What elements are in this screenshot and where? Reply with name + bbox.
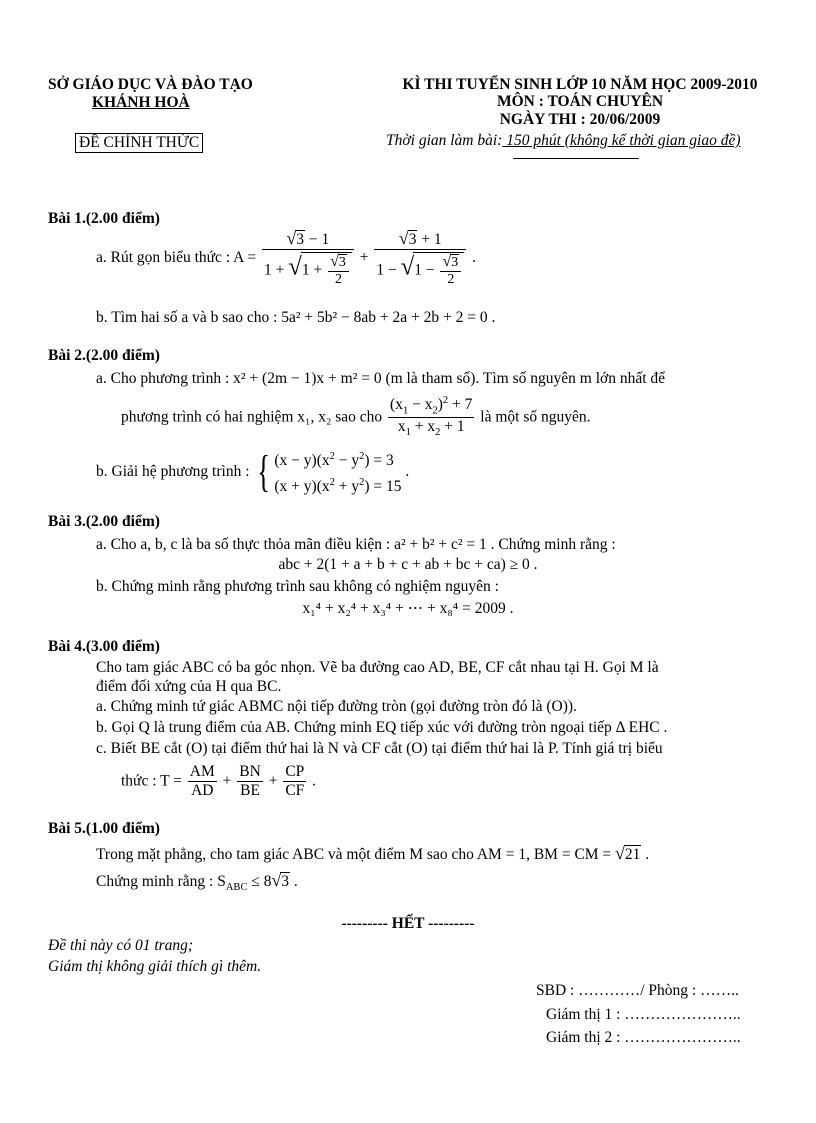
footer-note-2: Giám thị không giải thích gì thêm. xyxy=(48,958,262,975)
bai3-a-formula: abc + 2(1 + a + b + c + ab + bc + ca) ≥ 0 . xyxy=(278,556,538,573)
bai5-line2: Chứng minh rằng : $S_{ABC} \le 8√3$ . xyxy=(96,870,298,894)
bai4-a: a. Chứng minh tứ giác ABMC nội tiếp đường tròn (gọi đường tròn đó là (O)). xyxy=(96,698,577,715)
bai2-a-frac: $\frac{(x_1 - x_2)^2 + 7}{x_1 + x_2 + 1}$ xyxy=(390,395,473,439)
exam-date: NGÀY THI : 20/06/2009 xyxy=(499,111,661,128)
bai3-b: b. Chứng minh rằng phương trình sau không có nghiệm nguyên : xyxy=(96,578,499,595)
duration-prefix: Thời gian làm bài: xyxy=(386,132,503,149)
bai2-a-line2 xyxy=(121,395,591,440)
bai4-c-label: thức : T = xyxy=(121,772,182,790)
exam-title: KÌ THI TUYỂN SINH LỚP 10 NĂM HỌC 2009-2010 xyxy=(402,76,758,93)
bai2-a-line2-post: là một số nguyên. xyxy=(480,408,591,426)
bai5-line1-text: Trong mặt phẳng, cho tam giác ABC và một điểm M sao cho AM = 1, BM = CM = xyxy=(96,846,616,863)
bai1-a: a. Rút gọn biểu thức : A = √3 − 1 1 + √1 + $\frac{√3}{2}$ + √3 + 1 1 − √1 − $\frac{√3}{2}$ . xyxy=(96,228,476,288)
duration-value: 150 phút (không kể thời gian giao đề) xyxy=(502,132,741,149)
bai2-a-line2-pre: phương trình có hai nghiệm x₁, x₂ sao cho xyxy=(121,408,383,426)
bai1-b: b. Tìm hai số a và b sao cho : 5a² + 5b² − 8ab + 2a + 2b + 2 = 0 . xyxy=(96,309,496,326)
bai2-title: Bài 2.(2.00 điểm) xyxy=(48,347,160,364)
bai1-title: Bài 1.(2.00 điểm) xyxy=(48,210,160,227)
dept-name: SỞ GIÁO DỤC VÀ ĐÀO TẠO xyxy=(48,76,253,93)
bai5-line2-post: ≤ 8 xyxy=(247,873,272,890)
footer-note-1: Đề thi này có 01 trang; xyxy=(48,937,194,954)
bai4-c: c. Biết BE cắt (O) tại điểm thứ hai là N và CF cắt (O) tại điểm thứ hai là P. Tính giá trị biểu xyxy=(96,740,663,757)
bai4-b: b. Gọi Q là trung điểm của AB. Chứng minh EQ tiếp xúc với đường tròn ngoại tiếp Δ EHC . xyxy=(96,719,668,736)
bai5-line2-pre: Chứng minh rằng : S xyxy=(96,873,226,890)
bai4-title: Bài 4.(3.00 điểm) xyxy=(48,638,160,655)
bai2-b-label: b. Giải hệ phương trình : xyxy=(96,463,250,481)
official-stamp: ĐỀ CHÍNH THỨC xyxy=(75,133,203,153)
bai5-line1: Trong mặt phẳng, cho tam giác ABC và một điểm M sao cho AM = 1, BM = CM = √21 . xyxy=(96,843,650,863)
bai4-intro2: điểm đối xứng của H qua BC. xyxy=(96,678,282,695)
bai1-a-frac2: √3 + 1 1 − √1 − $\frac{√3}{2}$ xyxy=(374,228,466,288)
exam-duration xyxy=(386,132,741,150)
province-name: KHÁNH HOÀ xyxy=(92,94,190,111)
bai5-title: Bài 5.(1.00 điểm) xyxy=(48,820,160,837)
bai3-a: a. Cho a, b, c là ba số thực thỏa mãn điều kiện : a² + b² + c² = 1 . Chứng minh rằng : xyxy=(96,536,616,553)
bai2-b-system: $(x - y)(x^2 - y^2) = 3$ $(x + y)(x^2 + y^2) = 15$ xyxy=(274,451,402,496)
bai3-title: Bài 3.(2.00 điểm) xyxy=(48,513,160,530)
proctor-1-line: Giám thị 1 : ………………….. xyxy=(546,1006,741,1023)
exam-subject: MÔN : TOÁN CHUYÊN xyxy=(496,93,664,110)
sbd-line: SBD : …………/ Phòng : …….. xyxy=(536,982,739,999)
bai1-a-label: a. Rút gọn biểu thức : A = xyxy=(96,249,257,267)
end-marker: --------- HẾT --------- xyxy=(341,915,475,932)
bai4-intro1: Cho tam giác ABC có ba góc nhọn. Vẽ ba đường cao AD, BE, CF cắt nhau tại H. Gọi M là xyxy=(96,659,659,676)
bai2-a-line1: a. Cho phương trình : x² + (2m − 1)x + m² = 0 (m là tham số). Tìm số nguyên m lớn nhất để xyxy=(96,370,666,387)
proctor-2-line: Giám thị 2 : ………………….. xyxy=(546,1029,741,1046)
bai1-a-frac1: √3 − 1 1 + √1 + $\frac{√3}{2}$ xyxy=(262,228,354,288)
bai4-c-formula: thức : T = $\frac{AM}{AD}$ + $\frac{BN}{BE}$ + $\frac{CP}{CF}$ . xyxy=(121,763,317,799)
bai2-b: b. Giải hệ phương trình : { $(x - y)(x^2 - y^2) = 3$ $(x + y)(x^2 + y^2) = 15$ . xyxy=(96,446,409,498)
header-rule xyxy=(513,158,639,159)
bai3-b-formula: x₁⁴ + x₂⁴ + x₃⁴ + ⋯ + x₈⁴ = 2009 . xyxy=(302,600,514,617)
